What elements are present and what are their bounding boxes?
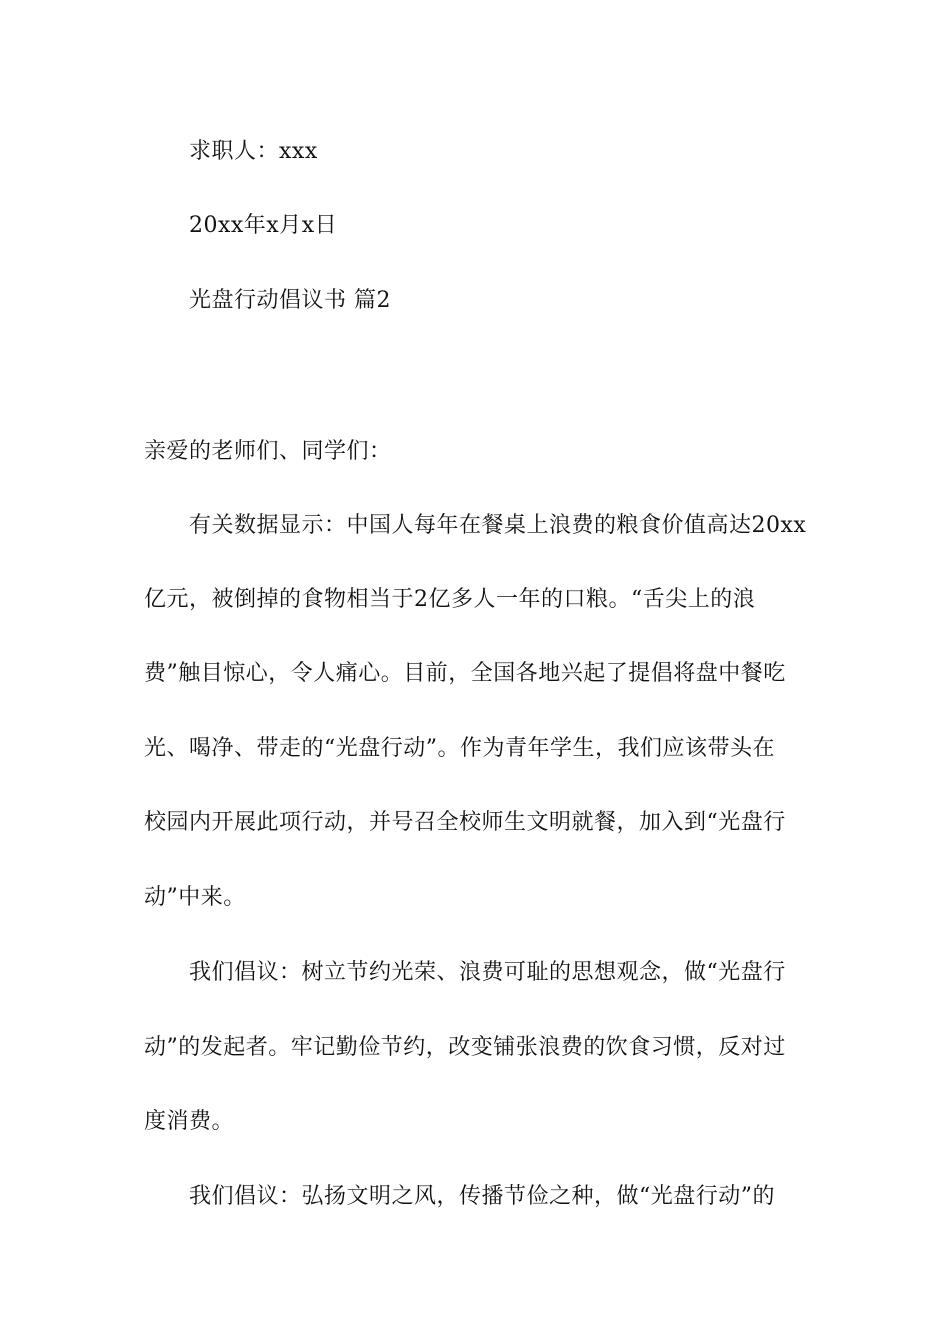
section-title: 光盘行动倡议书 篇2 [189,288,391,313]
paragraph-1-line-1: 有关数据显示：中国人每年在餐桌上浪费的粮食价值高达20xx [189,513,807,538]
paragraph-2-line-3: 度消费。 [144,1109,235,1134]
paragraph-1-line-3: 费”触目惊心，令人痛心。目前，全国各地兴起了提倡将盘中餐吃 [144,661,786,686]
date-line: 20xx年x月x日 [189,213,338,238]
applicant-line: 求职人：xxx [189,139,318,164]
paragraph-3-line-1: 我们倡议：弘扬文明之风，传播节俭之种，做“光盘行动”的 [189,1184,775,1209]
salutation: 亲爱的老师们、同学们： [144,439,392,464]
paragraph-1-line-6: 动”中来。 [144,885,246,910]
paragraph-1-line-4: 光、喝净、带走的“光盘行动”。作为青年学生，我们应该带头在 [144,736,775,761]
paragraph-1-line-5: 校园内开展此项行动，并号召全校师生文明就餐，加入到“光盘行 [144,810,786,835]
paragraph-2-line-1: 我们倡议：树立节约光荣、浪费可耻的思想观念，做“光盘行 [189,960,786,985]
paragraph-2-line-2: 动”的发起者。牢记勤俭节约，改变铺张浪费的饮食习惯，反对过 [144,1035,786,1060]
paragraph-1-line-2: 亿元，被倒掉的食物相当于2亿多人一年的口粮。“舌尖上的浪 [144,587,756,612]
